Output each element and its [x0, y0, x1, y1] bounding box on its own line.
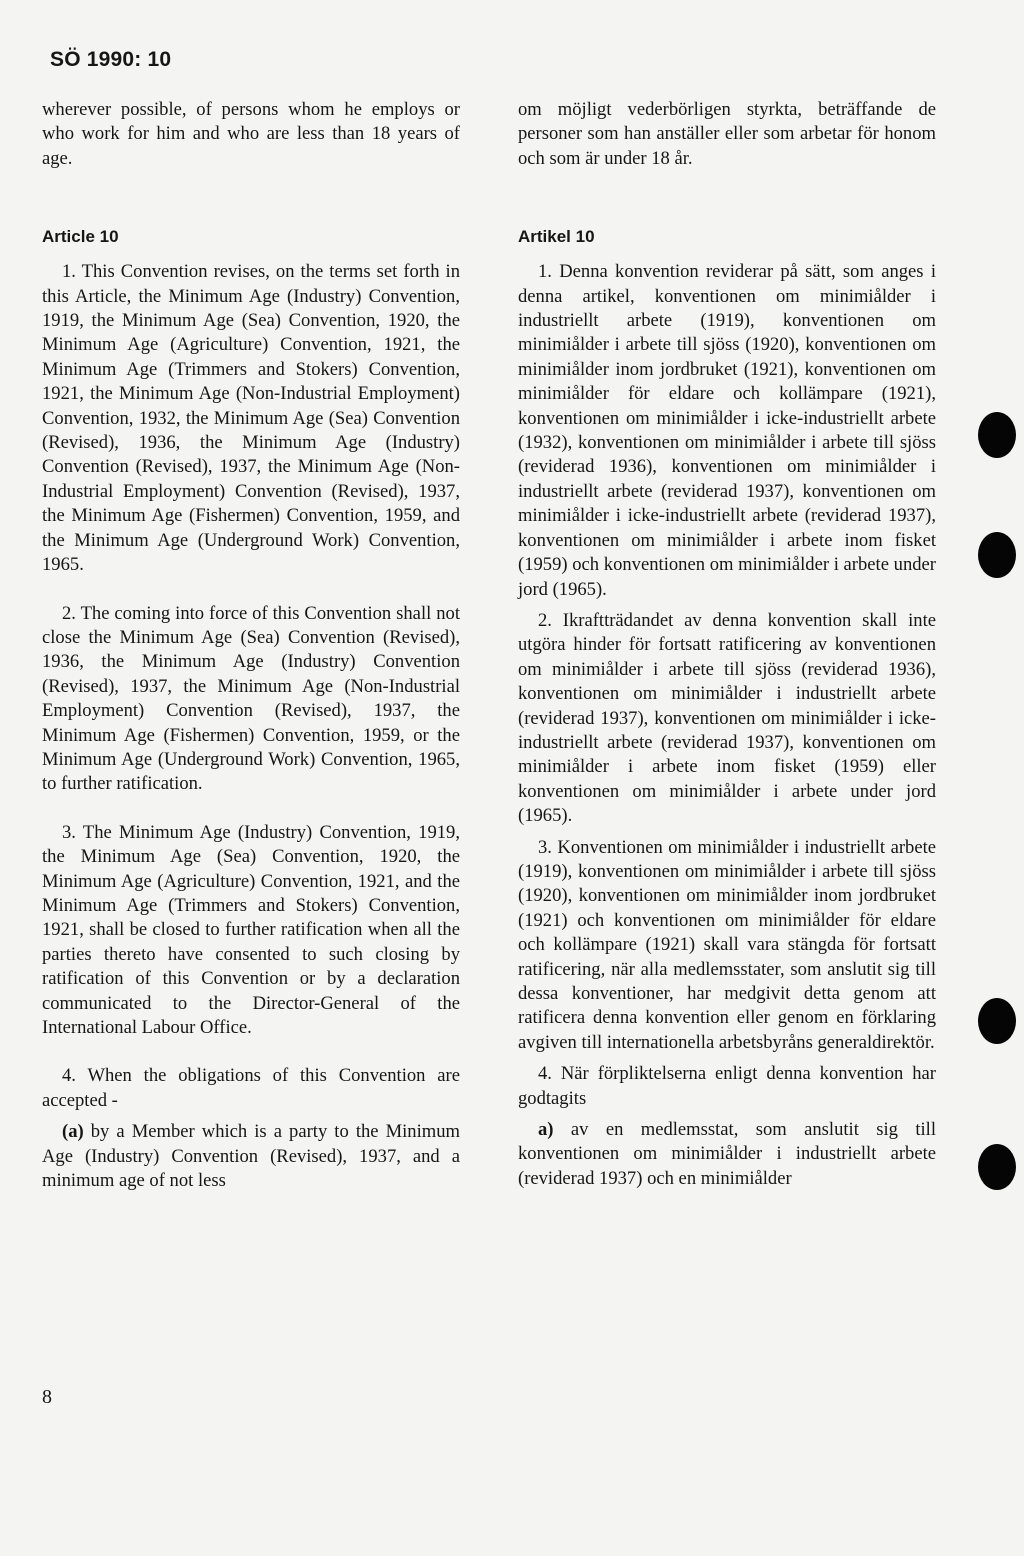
document-header: SÖ 1990: 10: [50, 48, 172, 71]
swedish-intro-paragraph: om möjligt vederbörligen styrkta, beträffande de personer som han anställer eller som arbetar för honom och som är under 18 år.: [518, 99, 936, 169]
english-item-a-text: by a Member which is a party to the Minimum Age (Industry) Convention (Revised), 1937, and a minimum age of not less: [42, 1121, 460, 1192]
swedish-paragraph-2: 2. Ikraftträdandet av denna konvention skall inte utgöra hinder för fortsatt ratificering av konventionen om minimiålder i arbete till sjöss (reviderad 1936), konventionen om minimiålder i industriellt arbete (reviderad 1937), konventionen om minimiålder i icke-industriellt arbete (reviderad 1937), konventionen om minimiålder i arbete inom fisket (1959) eller konventionen om minimiålder i arbete under jord (1965).: [518, 609, 936, 827]
swedish-item-a-label: a): [538, 1119, 554, 1141]
english-article-heading: Article 10: [42, 227, 119, 247]
english-item-a-label: (a): [62, 1121, 84, 1143]
english-paragraph-2: 2. The coming into force of this Convention shall not close the Minimum Age (Sea) Convention (Revised), 1936, the Minimum Age (Industry) Convention (Revised), 1937, the Minimum Age (Non-Industrial Employment) Convention (Revised), 1937, the Minimum Age (Fishermen) Convention, 1959, or the Minimum Age (Underground Work) Convention, 1965, to further ratification.: [42, 602, 460, 795]
swedish-paragraph-1: 1. Denna konvention reviderar på sätt, som anges i denna artikel, konventionen om minimiålder i industriellt arbete (1919), konventionen om minimiålder i arbete till sjöss (1920), konventionen om minimiålder inom jordbruket (1921), konventionen om minimiålder för eldare och kollämpare (1921), konventionen om minimiålder i icke-industriellt arbete (1932), konventionen om minimiålder i arbete till sjöss (reviderad 1936), konventionen om minimiålder i industriellt arbete (reviderad 1937), konventionen om minimiålder i icke-industriellt arbete (reviderad 1937), konventionen om minimiålder i arbete inom fisket (1959) och konventionen om minimiålder i arbete under jord (1965).: [518, 261, 936, 600]
punch-hole-2: [978, 532, 1016, 578]
punch-hole-3: [978, 998, 1016, 1044]
swedish-column: [518, 98, 936, 1191]
english-paragraph-4: 4. When the obligations of this Convention are accepted -: [42, 1065, 460, 1111]
english-paragraph-3: 3. The Minimum Age (Industry) Convention, 1919, the Minimum Age (Sea) Convention, 1920, the Minimum Age (Agriculture) Convention, 1921, and the Minimum Age (Trimmers and Stokers) Convention, 1921, shall be closed to further ratification when all the parties thereto have consented to such closing by ratification of this Convention or by a declaration communicated to the Director-General of the International Labour Office.: [42, 821, 460, 1038]
english-intro-paragraph: wherever possible, of persons whom he employs or who work for him and who are less than 18 years of age.: [42, 99, 460, 169]
swedish-paragraph-3: 3. Konventionen om minimiålder i industriellt arbete (1919), konventionen om minimiålder i arbete till sjöss (1920), konventionen om minimiålder inom jordbruket (1921) och konventionen om minimiålder för eldare och kollämpare (1921) skall vara stängda för fortsatt ratificering, när alla medlemsstater, som anslutit sig till dessa konventioner, har medgivit detta genom att ratificera denna konvention eller genom en förklaring avgiven till internationella arbetsbyråns generaldirektör.: [518, 836, 936, 1053]
english-paragraph-4a: [42, 1120, 460, 1193]
swedish-paragraph-4a: [518, 1118, 936, 1191]
page-number: 8: [42, 1386, 52, 1408]
punch-hole-1: [978, 412, 1016, 458]
swedish-article-heading: Artikel 10: [518, 227, 595, 247]
swedish-paragraph-4: 4. När förpliktelserna enligt denna konvention har godtagits: [518, 1063, 936, 1109]
swedish-item-a-text: av en medlemsstat, som anslutit sig till konventionen om minimiålder i industriellt arbete (reviderad 1937) och en minimiålder: [518, 1119, 936, 1189]
english-column: [42, 98, 460, 1193]
english-paragraph-1: 1. This Convention revises, on the terms set forth in this Article, the Minimum Age (Industry) Convention, 1919, the Minimum Age (Sea) Convention, 1920, the Minimum Age (Agriculture) Convention, 1921, the Minimum Age (Trimmers and Stokers) Convention, 1921, the Minimum Age (Non-Industrial Employment) Convention, 1932, the Minimum Age (Sea) Convention (Revised), 1936, the Minimum Age (Industry) Convention (Revised), 1937, the Minimum Age (Non-Industrial Employment) Convention (Revised), 1937, the Minimum Age (Fishermen) Convention, 1959, and the Minimum Age (Underground Work) Convention, 1965.: [42, 261, 460, 576]
punch-hole-4: [978, 1144, 1016, 1190]
